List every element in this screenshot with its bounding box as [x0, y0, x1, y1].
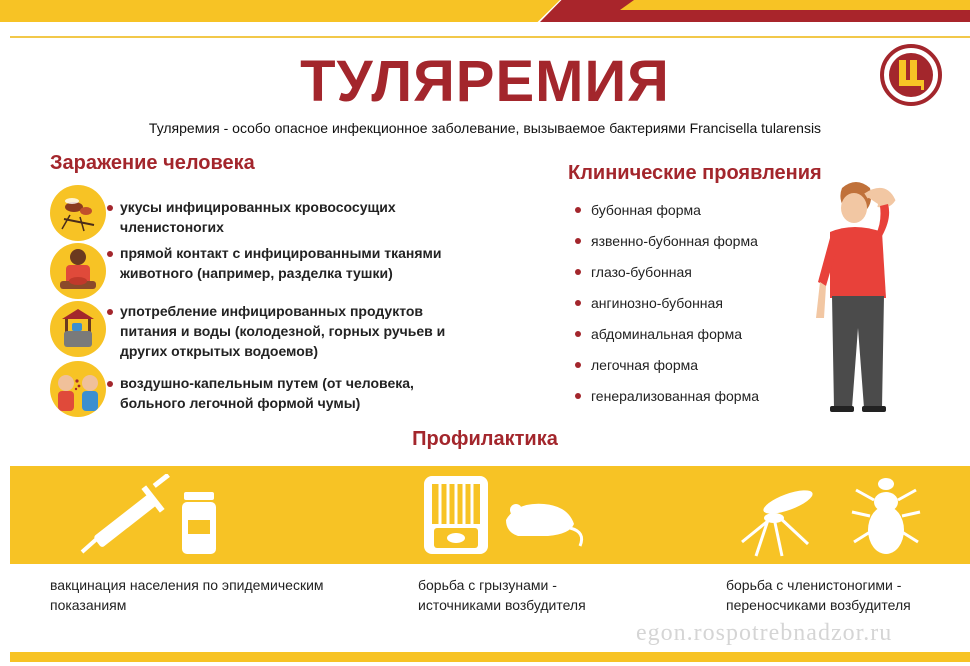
- bullet: [575, 393, 581, 399]
- bullet: [575, 362, 581, 368]
- bullet: [107, 381, 113, 387]
- infection-item-text: употребление инфицированных продуктов питания и воды (колодезной, горных ручьев и других открытых водоемов): [120, 303, 446, 359]
- bullet: [575, 331, 581, 337]
- prevention-item-text: борьба с грызунами - источниками возбудителя: [418, 577, 586, 613]
- clinical-item-text: генерализованная форма: [591, 388, 759, 404]
- clinical-item: [573, 293, 723, 313]
- clinical-item: [573, 262, 692, 282]
- clinical-item-text: язвенно-бубонная форма: [591, 233, 758, 249]
- infection-item: [50, 361, 480, 421]
- clinical-item-text: бубонная форма: [591, 202, 701, 218]
- prevention-item-text: борьба с членистоногими - переносчиками возбудителя: [726, 577, 911, 613]
- clinical-item-text: ангинозно-бубонная: [591, 295, 723, 311]
- infection-heading: Заражение человека: [50, 152, 255, 174]
- clinical-item: [573, 324, 742, 344]
- site-watermark: egon.rospotrebnadzor.ru: [636, 620, 893, 646]
- infection-item-text: прямой контакт с инфицированными тканями животного (например, разделка тушки): [120, 245, 442, 281]
- bullet: [575, 207, 581, 213]
- prevention-item-text: вакцинация населения по эпидемическим показаниям: [50, 577, 324, 613]
- insect-control-icon: [738, 472, 928, 558]
- header-divider: [10, 36, 970, 38]
- clinical-item-text: абдоминальная форма: [591, 326, 743, 342]
- bottom-yellow-bar: [10, 652, 970, 662]
- rodent-trap-icon: [420, 472, 590, 558]
- insects-icon: [50, 185, 106, 241]
- clinical-item: [573, 200, 701, 220]
- clinical-item: [573, 231, 758, 251]
- bullet: [575, 300, 581, 306]
- clinical-heading: Клинические проявления: [568, 162, 822, 184]
- prevention-band: [10, 466, 970, 564]
- sick-person-illustration: [808, 178, 904, 414]
- rospotrebnadzor-logo: [880, 44, 942, 106]
- syringe-vaccine-icon: [70, 474, 230, 558]
- bullet: [575, 269, 581, 275]
- infection-item-text: укусы инфицированных кровососущих членистоногих: [120, 199, 396, 235]
- infection-item-text: воздушно-капельным путем (от человека, больного легочной формой чумы): [120, 375, 414, 411]
- page-title: ТУЛЯРЕМИЯ: [300, 49, 670, 114]
- top-yellow-accent: [620, 0, 970, 10]
- bullet: [107, 251, 113, 257]
- bullet: [107, 205, 113, 211]
- well-icon: [50, 301, 106, 357]
- infection-item: [50, 185, 480, 245]
- top-yellow-bar: [0, 0, 560, 22]
- clinical-item: [573, 386, 759, 406]
- page-subtitle: Туляремия - особо опасное инфекционное заболевание, вызываемое бактериями Francisella tularensis: [148, 120, 822, 136]
- sneeze-icon: [50, 361, 106, 417]
- butcher-icon: [50, 243, 106, 299]
- clinical-item-text: легочная форма: [591, 357, 699, 373]
- bullet: [107, 309, 113, 315]
- clinical-item-text: глазо-бубонная: [591, 264, 692, 280]
- infection-item: [50, 301, 480, 367]
- clinical-item: [573, 355, 698, 375]
- bullet: [575, 238, 581, 244]
- prevention-heading: Профилактика: [412, 428, 558, 450]
- infection-item: [50, 243, 480, 303]
